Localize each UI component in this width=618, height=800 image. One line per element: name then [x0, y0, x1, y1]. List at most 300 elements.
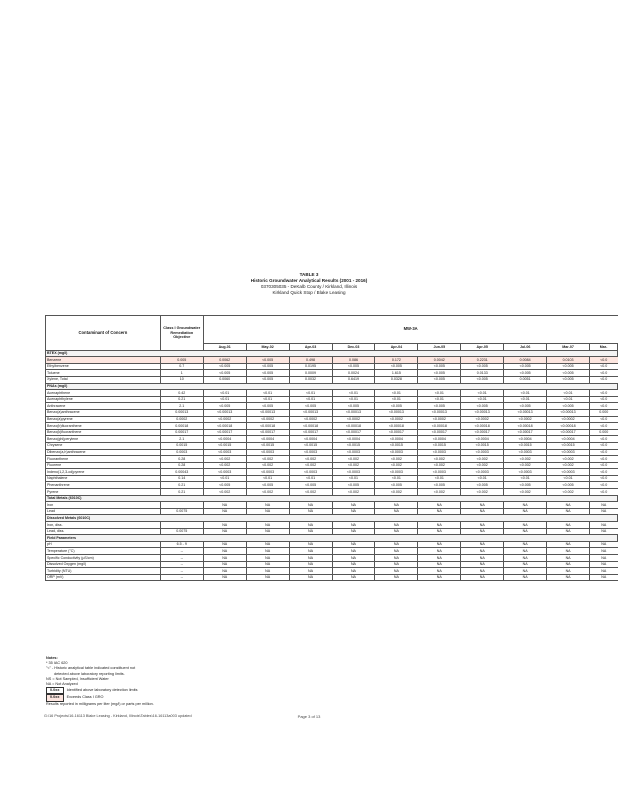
groundwater-results-table	[45, 315, 618, 581]
contaminant-name: ORP (mV)	[46, 574, 161, 581]
legend-exceeds	[46, 694, 154, 701]
objective-value: 0.42	[160, 390, 203, 397]
result-cell: NA	[461, 502, 504, 509]
result-cell: <0.0003	[547, 469, 590, 476]
date-column-header: Mar-07	[547, 344, 590, 351]
result-cell: <0.0	[590, 442, 618, 449]
objective-value: 0.21	[160, 489, 203, 496]
result-cell: 0.0009	[289, 370, 332, 377]
result-cell: NA	[504, 522, 547, 529]
result-cell: <0.005	[461, 376, 504, 383]
result-cell: <0.01	[332, 390, 375, 397]
result-cell: <0.0	[590, 462, 618, 469]
result-cell: <0.0003	[375, 449, 418, 456]
result-cell: NA	[203, 568, 246, 575]
result-cell: <0.0	[590, 469, 618, 476]
result-cell: NA	[246, 541, 289, 548]
section-label: Total Metals (6010C)	[46, 495, 618, 502]
table-row	[46, 376, 618, 383]
objective-value: 10	[160, 376, 203, 383]
result-cell: <0.005	[418, 376, 461, 383]
note-line: "<" - Historic analytical table indicated constituent not	[46, 666, 136, 671]
contaminant-name: Chrysene	[46, 442, 161, 449]
date-column-header: Apr-05	[461, 344, 504, 351]
result-cell: <0.002	[461, 456, 504, 463]
result-cell: <0.0003	[289, 449, 332, 456]
result-cell: NA	[504, 528, 547, 535]
result-cell: NA	[375, 502, 418, 509]
result-cell: <0.002	[504, 456, 547, 463]
result-cell: <0.00018	[461, 423, 504, 430]
contaminant-name: Benzo(a)anthracene	[46, 409, 161, 416]
result-cell: 0.0133	[461, 370, 504, 377]
result-cell: NA	[547, 561, 590, 568]
result-cell: <0.01	[289, 396, 332, 403]
result-cell: <0.002	[418, 462, 461, 469]
result-cell: <0.0015	[203, 442, 246, 449]
contaminant-name: Benzene	[46, 357, 161, 364]
table-row	[46, 561, 618, 568]
result-cell: <0.01	[418, 396, 461, 403]
objective-column-header: Class I Groundwater Remediation Objective	[160, 316, 203, 351]
result-cell: <0.002	[246, 489, 289, 496]
result-cell: <0.0003	[418, 469, 461, 476]
contaminant-name: Fluorene	[46, 462, 161, 469]
notes-block	[46, 656, 154, 707]
result-cell: <0.00013	[246, 409, 289, 416]
result-cell: <0.00017	[203, 429, 246, 436]
result-cell: <0.002	[375, 456, 418, 463]
result-cell: <0.005	[332, 363, 375, 370]
objective-value	[160, 502, 203, 509]
legend-detected	[46, 687, 154, 694]
table-row	[46, 396, 618, 403]
result-cell: NA	[203, 548, 246, 555]
contaminant-name: Lead, diss.	[46, 528, 161, 535]
result-cell: <0.01	[246, 390, 289, 397]
result-cell: NA	[203, 541, 246, 548]
table-title-block	[0, 272, 618, 296]
result-cell: NA	[418, 522, 461, 529]
section-row	[46, 383, 618, 390]
result-cell: NA	[246, 574, 289, 581]
result-cell: <0.005	[246, 482, 289, 489]
result-cell: NA	[203, 522, 246, 529]
result-cell: NA	[246, 555, 289, 562]
result-cell: <0.0002	[289, 416, 332, 423]
result-cell: NA	[461, 548, 504, 555]
result-cell: <0.002	[461, 489, 504, 496]
result-cell: <0.005	[332, 482, 375, 489]
result-cell: <0.005	[332, 403, 375, 410]
objective-value	[160, 522, 203, 529]
objective-value: 0.0015	[160, 442, 203, 449]
result-cell: <0.002	[332, 489, 375, 496]
table-row	[46, 357, 618, 364]
contaminant-name: Fluoranthene	[46, 456, 161, 463]
result-cell: <0.0003	[332, 449, 375, 456]
result-cell: NA	[203, 528, 246, 535]
result-cell: 0.0195	[289, 363, 332, 370]
result-cell: NA	[375, 568, 418, 575]
result-cell: <0.0	[590, 475, 618, 482]
result-cell: <0.00017	[289, 429, 332, 436]
section-row	[46, 535, 618, 542]
objective-value: 0.7	[160, 363, 203, 370]
contaminant-name: Ethylbenzene	[46, 363, 161, 370]
result-cell: 0.0024	[332, 370, 375, 377]
contaminant-name: Benzo(k)fluoranthene	[46, 429, 161, 436]
result-cell: <0.005	[547, 363, 590, 370]
objective-value: 2.1	[160, 436, 203, 443]
result-cell: <0.0	[590, 363, 618, 370]
note-line: detected above laboratory reporting limits.	[54, 671, 125, 676]
result-cell: NA	[590, 574, 618, 581]
units-note: Results reported in milligrams per liter (mg/l) or parts per million.	[46, 701, 154, 706]
result-cell: NA	[504, 561, 547, 568]
result-cell: <0.01	[418, 390, 461, 397]
result-cell: <0.01	[246, 396, 289, 403]
contaminant-name: Benzo(a)pyrene	[46, 416, 161, 423]
result-cell: <0.01	[504, 396, 547, 403]
result-cell: <0.0	[590, 489, 618, 496]
result-cell: NA	[332, 541, 375, 548]
result-cell: NA	[246, 528, 289, 535]
contaminant-name: Acenaphthene	[46, 390, 161, 397]
objective-value: 1	[160, 370, 203, 377]
result-cell: <0.002	[375, 489, 418, 496]
result-cell: <0.002	[289, 462, 332, 469]
result-cell: 0.000	[590, 409, 618, 416]
result-cell: <0.005	[203, 403, 246, 410]
result-cell: <0.0004	[547, 436, 590, 443]
result-cell: NA	[246, 502, 289, 509]
result-cell: <0.0003	[504, 449, 547, 456]
result-cell: NA	[590, 555, 618, 562]
result-cell: <0.002	[504, 462, 547, 469]
result-cell: NA	[375, 528, 418, 535]
result-cell: NA	[461, 541, 504, 548]
result-cell: NA	[375, 548, 418, 555]
objective-value: 0.0075	[160, 508, 203, 515]
table-body	[46, 350, 618, 581]
result-cell: <0.01	[203, 396, 246, 403]
result-cell: NA	[504, 555, 547, 562]
result-cell: NA	[418, 568, 461, 575]
table-title: Historic Groundwater Analytical Results (2001 - 2016)	[250, 278, 368, 283]
section-label: PNAs (mg/l)	[46, 383, 618, 390]
contaminant-name: Naphthalene	[46, 475, 161, 482]
result-cell: <0.0002	[547, 416, 590, 423]
table-row	[46, 568, 618, 575]
result-cell: <0.005	[203, 370, 246, 377]
table-row	[46, 442, 618, 449]
result-cell: <0.00013	[332, 409, 375, 416]
objective-value: --	[160, 561, 203, 568]
result-cell: <0.0	[590, 357, 618, 364]
result-cell: <0.005	[246, 363, 289, 370]
result-cell: <0.005	[547, 376, 590, 383]
objective-value: 0.00018	[160, 423, 203, 430]
result-cell: <0.002	[203, 456, 246, 463]
result-cell: <0.01	[418, 475, 461, 482]
objective-value: 0.00013	[160, 409, 203, 416]
result-cell: NA	[289, 502, 332, 509]
result-cell: NA	[289, 561, 332, 568]
result-cell: NA	[375, 555, 418, 562]
result-cell: NA	[246, 561, 289, 568]
result-cell: NA	[203, 555, 246, 562]
result-cell: <0.0	[590, 370, 618, 377]
contaminant-name: Indeno(1,2,3-cd)pyrene	[46, 469, 161, 476]
result-cell: NA	[461, 555, 504, 562]
section-label: BTEX (mg/l)	[46, 350, 618, 357]
table-row	[46, 574, 618, 581]
result-cell: <0.005	[461, 363, 504, 370]
objective-value: --	[160, 568, 203, 575]
result-cell: NA	[461, 522, 504, 529]
result-cell: <0.002	[547, 456, 590, 463]
result-cell: NA	[461, 528, 504, 535]
result-cell: NA	[461, 508, 504, 515]
result-cell: <0.0003	[375, 469, 418, 476]
result-cell: NA	[504, 541, 547, 548]
contaminant-name: Dissolved Oxygen (mg/l)	[46, 561, 161, 568]
result-cell: <0.01	[547, 390, 590, 397]
result-cell: <0.00017	[375, 429, 418, 436]
result-cell: <0.005	[547, 482, 590, 489]
contaminant-name: pH	[46, 541, 161, 548]
result-cell: NA	[418, 508, 461, 515]
table-row	[46, 423, 618, 430]
date-column-header: Mar-	[590, 344, 618, 351]
date-column-header: Apr-03	[289, 344, 332, 351]
result-cell: <0.00013	[418, 409, 461, 416]
result-cell: NA	[547, 541, 590, 548]
result-cell: NA	[418, 555, 461, 562]
contaminant-name: Phenanthrene	[46, 482, 161, 489]
result-cell: NA	[418, 561, 461, 568]
result-cell: NA	[289, 541, 332, 548]
result-cell: <0.0002	[375, 416, 418, 423]
objective-value: 0.00017	[160, 429, 203, 436]
result-cell: <0.002	[246, 462, 289, 469]
objective-value: 0.005	[160, 357, 203, 364]
result-cell: <0.002	[418, 489, 461, 496]
result-cell: <0.0015	[504, 442, 547, 449]
contaminant-name: Benzo(ghi)perylene	[46, 436, 161, 443]
result-cell: <0.0	[590, 423, 618, 430]
note-line: NS = Not Sampled, Insufficient Water	[46, 676, 109, 681]
result-cell: <0.0002	[332, 416, 375, 423]
objective-value: --	[160, 574, 203, 581]
result-cell: <0.00017	[246, 429, 289, 436]
result-cell: <0.01	[375, 396, 418, 403]
table-row	[46, 462, 618, 469]
result-cell: NA	[547, 555, 590, 562]
result-cell: <0.0015	[246, 442, 289, 449]
result-cell: <0.0004	[289, 436, 332, 443]
result-cell: NA	[461, 568, 504, 575]
table-number: TABLE 3	[299, 272, 319, 277]
result-cell: NA	[203, 502, 246, 509]
result-cell: NA	[418, 541, 461, 548]
result-cell: <0.002	[547, 462, 590, 469]
table-row	[46, 502, 618, 509]
result-cell: NA	[547, 548, 590, 555]
section-label: Dissolved Metals (6010C)	[46, 515, 618, 522]
result-cell: <0.0	[590, 403, 618, 410]
result-cell: <0.01	[375, 390, 418, 397]
table-row	[46, 469, 618, 476]
result-cell: <0.01	[289, 475, 332, 482]
result-cell: <0.01	[246, 475, 289, 482]
result-cell: <0.005	[375, 363, 418, 370]
result-cell: NA	[332, 574, 375, 581]
result-cell: NA	[332, 522, 375, 529]
result-cell: <0.005	[418, 403, 461, 410]
result-cell: <0.005	[504, 370, 547, 377]
result-cell: <0.0004	[375, 436, 418, 443]
note-line: NA = Not Analyzed	[46, 682, 78, 687]
objective-value: --	[160, 548, 203, 555]
result-cell: <0.005	[418, 482, 461, 489]
site-name: Kirkland Quick Stop / Blake Leasing	[272, 290, 346, 295]
result-cell: <0.005	[375, 482, 418, 489]
result-cell: NA	[332, 555, 375, 562]
table-row	[46, 370, 618, 377]
objective-value: 0.0075	[160, 528, 203, 535]
result-cell: <0.00013	[375, 409, 418, 416]
result-cell: NA	[590, 541, 618, 548]
result-cell: NA	[547, 528, 590, 535]
result-cell: <0.01	[332, 475, 375, 482]
result-cell: <0.0	[590, 456, 618, 463]
result-cell: NA	[289, 522, 332, 529]
result-cell: <0.005	[289, 403, 332, 410]
result-cell: <0.005	[504, 403, 547, 410]
result-cell: NA	[418, 548, 461, 555]
result-cell: NA	[418, 502, 461, 509]
result-cell: <0.00018	[375, 423, 418, 430]
result-cell: <0.0	[590, 449, 618, 456]
result-cell: 0.2231	[461, 357, 504, 364]
objective-value: 0.0003	[160, 449, 203, 456]
result-cell: <0.002	[289, 489, 332, 496]
result-cell: 0.0042	[418, 357, 461, 364]
result-cell: NA	[504, 548, 547, 555]
result-cell: <0.005	[504, 363, 547, 370]
result-cell: <0.002	[332, 462, 375, 469]
result-cell: <0.005	[203, 482, 246, 489]
result-cell: NA	[547, 568, 590, 575]
result-cell: NA	[246, 522, 289, 529]
legend-detected-box: 0.0xx	[46, 687, 64, 694]
table-row	[46, 475, 618, 482]
result-cell: <0.0	[590, 396, 618, 403]
result-cell: NA	[246, 568, 289, 575]
result-cell: <0.00017	[547, 429, 590, 436]
result-cell: NA	[246, 548, 289, 555]
legend-exceeds-box: 0.0xx	[46, 694, 64, 701]
result-cell: <0.002	[461, 462, 504, 469]
result-cell: <0.00018	[504, 423, 547, 430]
contaminant-column-header: Contaminant of Concern	[46, 316, 161, 351]
incident-number: 0370305035 - DeKalb County / Kirkland, Illinois	[260, 284, 358, 289]
result-cell: 0.086	[332, 357, 375, 364]
date-column-header: Dec-03	[332, 344, 375, 351]
objective-value: 0.14	[160, 475, 203, 482]
table-row	[46, 416, 618, 423]
result-cell: <0.002	[332, 456, 375, 463]
result-cell: <0.00017	[332, 429, 375, 436]
footer-page-number: Page 3 of 13	[297, 714, 321, 719]
result-cell: NA	[289, 555, 332, 562]
result-cell: <0.005	[461, 403, 504, 410]
date-column-header: May-02	[246, 344, 289, 351]
result-cell: <0.00018	[289, 423, 332, 430]
contaminant-name: Xylene, Total	[46, 376, 161, 383]
result-cell: <0.00018	[246, 423, 289, 430]
result-cell: 0.0062	[203, 357, 246, 364]
result-cell: 0.0103	[547, 357, 590, 364]
result-cell: <0.00013	[547, 409, 590, 416]
contaminant-name: Iron, diss.	[46, 522, 161, 529]
result-cell: <0.0	[590, 390, 618, 397]
result-cell: <0.0003	[203, 469, 246, 476]
result-cell: <0.01	[461, 396, 504, 403]
date-column-header: Aug-01	[203, 344, 246, 351]
result-cell: NA	[590, 548, 618, 555]
result-cell: <0.0004	[461, 436, 504, 443]
result-cell: <0.005	[246, 357, 289, 364]
result-cell: <0.01	[547, 475, 590, 482]
result-cell: <0.0003	[289, 469, 332, 476]
result-cell: <0.01	[461, 475, 504, 482]
result-cell: <0.0015	[547, 442, 590, 449]
result-cell: NA	[504, 508, 547, 515]
result-cell: NA	[289, 574, 332, 581]
result-cell: NA	[547, 574, 590, 581]
result-cell: <0.01	[375, 475, 418, 482]
result-cell: <0.01	[504, 390, 547, 397]
objective-value: 0.0002	[160, 416, 203, 423]
result-cell: NA	[246, 508, 289, 515]
result-cell: <0.0003	[418, 449, 461, 456]
result-cell: 0.0060	[203, 376, 246, 383]
result-cell: <0.0002	[203, 416, 246, 423]
result-cell: <0.0015	[289, 442, 332, 449]
result-cell: <0.0015	[332, 442, 375, 449]
result-cell: NA	[418, 528, 461, 535]
result-cell: <0.002	[418, 456, 461, 463]
contaminant-name: Toluene	[46, 370, 161, 377]
result-cell: NA	[332, 561, 375, 568]
result-cell: NA	[375, 561, 418, 568]
result-cell: <0.005	[203, 363, 246, 370]
result-cell: NA	[590, 568, 618, 575]
table-row	[46, 489, 618, 496]
result-cell: <0.0003	[547, 449, 590, 456]
objective-value: 0.00043	[160, 469, 203, 476]
result-cell: <0.01	[461, 390, 504, 397]
result-cell: <0.005	[289, 482, 332, 489]
result-cell: NA	[590, 508, 618, 515]
result-cell: <0.00018	[547, 423, 590, 430]
result-cell: <0.0	[590, 376, 618, 383]
result-cell: <0.005	[547, 370, 590, 377]
result-cell: <0.0002	[418, 416, 461, 423]
